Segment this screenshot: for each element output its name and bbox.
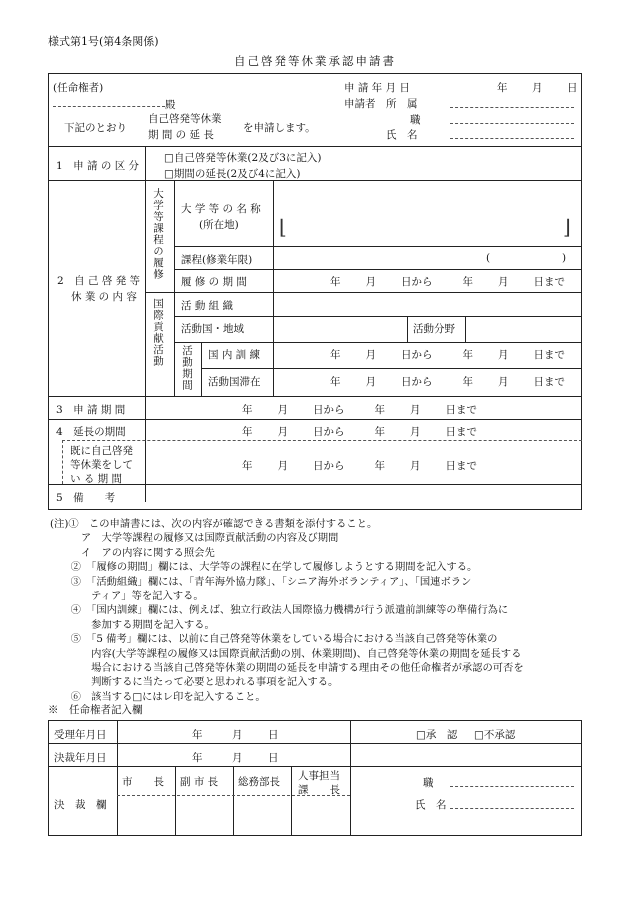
until: 日まで (533, 349, 565, 361)
year2: 年 (462, 349, 473, 361)
note-line: 参加する期間を記入する。 (50, 618, 215, 631)
year: 年 (242, 426, 253, 438)
bracket-left: ⌊ (279, 215, 287, 239)
until: 日まで (445, 404, 477, 416)
study-period-label: 履 修 の 期 間 (181, 276, 247, 288)
existing-period-label-3: い る 期 間 (70, 473, 123, 485)
course-paren-close: ) (562, 252, 567, 264)
activity-period-label: 活動期間 (181, 345, 193, 391)
received-date-label: 受理年月日 (54, 729, 107, 741)
checkbox-leave[interactable]: □自己啓発等休業(2及び3に記入) (164, 152, 322, 164)
note-line: ⑥ 該当する□にはレ印を記入すること。 (50, 690, 266, 703)
year2: 年 (462, 376, 473, 388)
note-line: ティア」等を記入する。 (50, 590, 204, 603)
section4-label: 4 延長の期間 (56, 426, 126, 438)
course-label: 課程(修業年限) (181, 254, 253, 266)
date-month-label: 月 (532, 82, 543, 94)
abroad-stay-label: 活動国滞在 (208, 376, 261, 388)
abroad-period-row (330, 374, 565, 389)
univ-name-label: 大 学 等 の 名 称 (181, 203, 261, 215)
decided-year: 年 (192, 752, 203, 764)
received-month: 月 (232, 729, 243, 741)
application-date-label: 申 請 年 月 日 (344, 82, 410, 94)
application-period-row (242, 402, 477, 417)
hr-manager-label-2: 課 長 (298, 784, 340, 796)
month2: 月 (498, 376, 509, 388)
appointer-post-label: 職 (423, 777, 434, 789)
until: 日まで (445, 460, 477, 472)
country-label: 活動国・地域 (181, 323, 244, 335)
post-label: 職 (410, 114, 421, 126)
dept-label: 所 属 (386, 98, 418, 110)
month: 月 (365, 349, 376, 361)
from: 日から (401, 349, 433, 361)
domestic-period-row (330, 347, 565, 362)
note-line: 場合における当該自己啓発等休業の期間の延長を申請する理由その他任命権者が承認の可否を (50, 662, 524, 675)
note-line: 内容(大学等課程の履修又は国際貢献活動の別、休業期間)、自己啓発等休業の期間を延長する (50, 647, 522, 660)
month2: 月 (410, 460, 421, 472)
note-line: ④ 「国内訓練」欄には、例えば、独立行政法人国際協力機構が行う派遣前訓練等の準備行為に (50, 604, 509, 617)
name-label: 氏 名 (386, 129, 418, 141)
until: 日まで (445, 426, 477, 438)
year2: 年 (462, 276, 473, 288)
note-line: イ アの内容に関する照会先 (50, 546, 215, 559)
disapprove-checkbox[interactable]: □不承認 (474, 729, 516, 741)
month: 月 (277, 404, 288, 416)
intro-option-leave: 自己啓発等休業 (148, 113, 222, 125)
month: 月 (365, 376, 376, 388)
univ-location-label: (所在地) (199, 219, 239, 231)
org-label: 活 動 組 織 (181, 300, 234, 312)
general-affairs-label: 総務部長 (238, 776, 280, 788)
extension-period-row (242, 424, 477, 439)
existing-period-label-2: 等休業をして (70, 459, 133, 471)
univ-course-group-label: 大学等課程の履修 (152, 188, 164, 280)
year: 年 (330, 276, 341, 288)
month2: 月 (410, 404, 421, 416)
year2: 年 (374, 426, 385, 438)
from: 日から (313, 426, 345, 438)
section5-label: 5 備 考 (56, 492, 116, 504)
section1-label: 1 申 請 の 区 分 (56, 160, 140, 172)
name-field[interactable] (450, 138, 574, 139)
received-day: 日 (268, 729, 279, 741)
appointer-label: (任命権者) (53, 82, 104, 94)
intl-activity-group-label: 国際貢献活動 (152, 298, 164, 367)
until: 日まで (533, 276, 565, 288)
year: 年 (330, 349, 341, 361)
month: 月 (277, 426, 288, 438)
kessai-label: 決 裁 欄 (54, 799, 107, 811)
appointer-name-label: 氏 名 (415, 799, 447, 811)
form-number: 様式第1号(第4条関係) (48, 35, 159, 48)
decided-day: 日 (268, 752, 279, 764)
note-line: ③ 「活動組織」欄には、「青年海外協力隊」、「シニア海外ボランティア」、「国連ボラン (50, 575, 472, 588)
checkbox-extension[interactable]: □期間の延長(2及び4に記入) (164, 168, 301, 180)
decided-date-label: 決裁年月日 (54, 752, 107, 764)
appointer-post-field[interactable] (450, 786, 574, 787)
from: 日から (401, 276, 433, 288)
course-paren-open: ( (486, 252, 491, 264)
post-field[interactable] (450, 123, 574, 124)
note-line: 判断するに当たって必要と思われる事項を記入する。 (50, 676, 339, 689)
decided-month: 月 (232, 752, 243, 764)
month: 月 (365, 276, 376, 288)
field-label: 活動分野 (413, 323, 455, 335)
year: 年 (330, 376, 341, 388)
form-title: 自己啓発等休業承認申請書 (234, 54, 396, 68)
section2-label: 2 自 己 啓 発 等 (57, 275, 141, 287)
existing-period-label: 既に自己啓発 (70, 445, 133, 457)
from: 日から (401, 376, 433, 388)
study-period-row (330, 274, 565, 289)
approve-checkbox[interactable]: □承 認 (416, 729, 458, 741)
month2: 月 (498, 276, 509, 288)
existing-period-row (242, 458, 477, 473)
applicant-label: 申請者 (344, 98, 376, 110)
note-line: ア 大学等課程の履修又は国際貢献活動の内容及び期間 (50, 532, 339, 545)
until: 日まで (533, 376, 565, 388)
month: 月 (277, 460, 288, 472)
dono-label: 殿 (165, 99, 176, 111)
date-day-label: 日 (567, 82, 578, 94)
appointer-name-field[interactable] (53, 106, 165, 107)
section3-label: 3 申 請 期 間 (56, 404, 126, 416)
note-line: ⑤ 「5 備考」欄には、以前に自己啓発等休業をしている場合における当該自己啓発等休業の (50, 633, 498, 646)
note-line: (注)① この申請書には、次の内容が確認できる書類を添付すること。 (50, 518, 378, 530)
dept-field[interactable] (450, 107, 574, 108)
section2-label-line2: 休 業 の 内 容 (71, 291, 137, 303)
date-year-label: 年 (497, 82, 508, 94)
intro-prefix: 下記のとおり (64, 122, 127, 134)
year2: 年 (374, 404, 385, 416)
month2: 月 (498, 349, 509, 361)
appointer-name-field[interactable] (450, 808, 574, 809)
domestic-training-label: 国 内 訓 練 (208, 349, 261, 361)
from: 日から (313, 404, 345, 416)
note-line: ② 「履修の期間」欄には、大学等の課程に在学して履修しようとする期間を記入する。 (50, 561, 478, 574)
notes (50, 517, 610, 704)
bracket-right: ⌋ (563, 215, 571, 239)
appointer-section-title: ※ 任命権者記入欄 (48, 704, 143, 716)
mayor-label: 市 長 (122, 776, 164, 788)
year: 年 (242, 460, 253, 472)
intro-option-extension: 期 間 の 延 長 (148, 129, 214, 141)
received-year: 年 (192, 729, 203, 741)
month2: 月 (410, 426, 421, 438)
intro-suffix: を申請します。 (243, 122, 316, 134)
year2: 年 (374, 460, 385, 472)
year: 年 (242, 404, 253, 416)
from: 日から (313, 460, 345, 472)
vice-mayor-label: 副 市 長 (180, 776, 219, 788)
hr-manager-label: 人事担当 (298, 770, 340, 782)
